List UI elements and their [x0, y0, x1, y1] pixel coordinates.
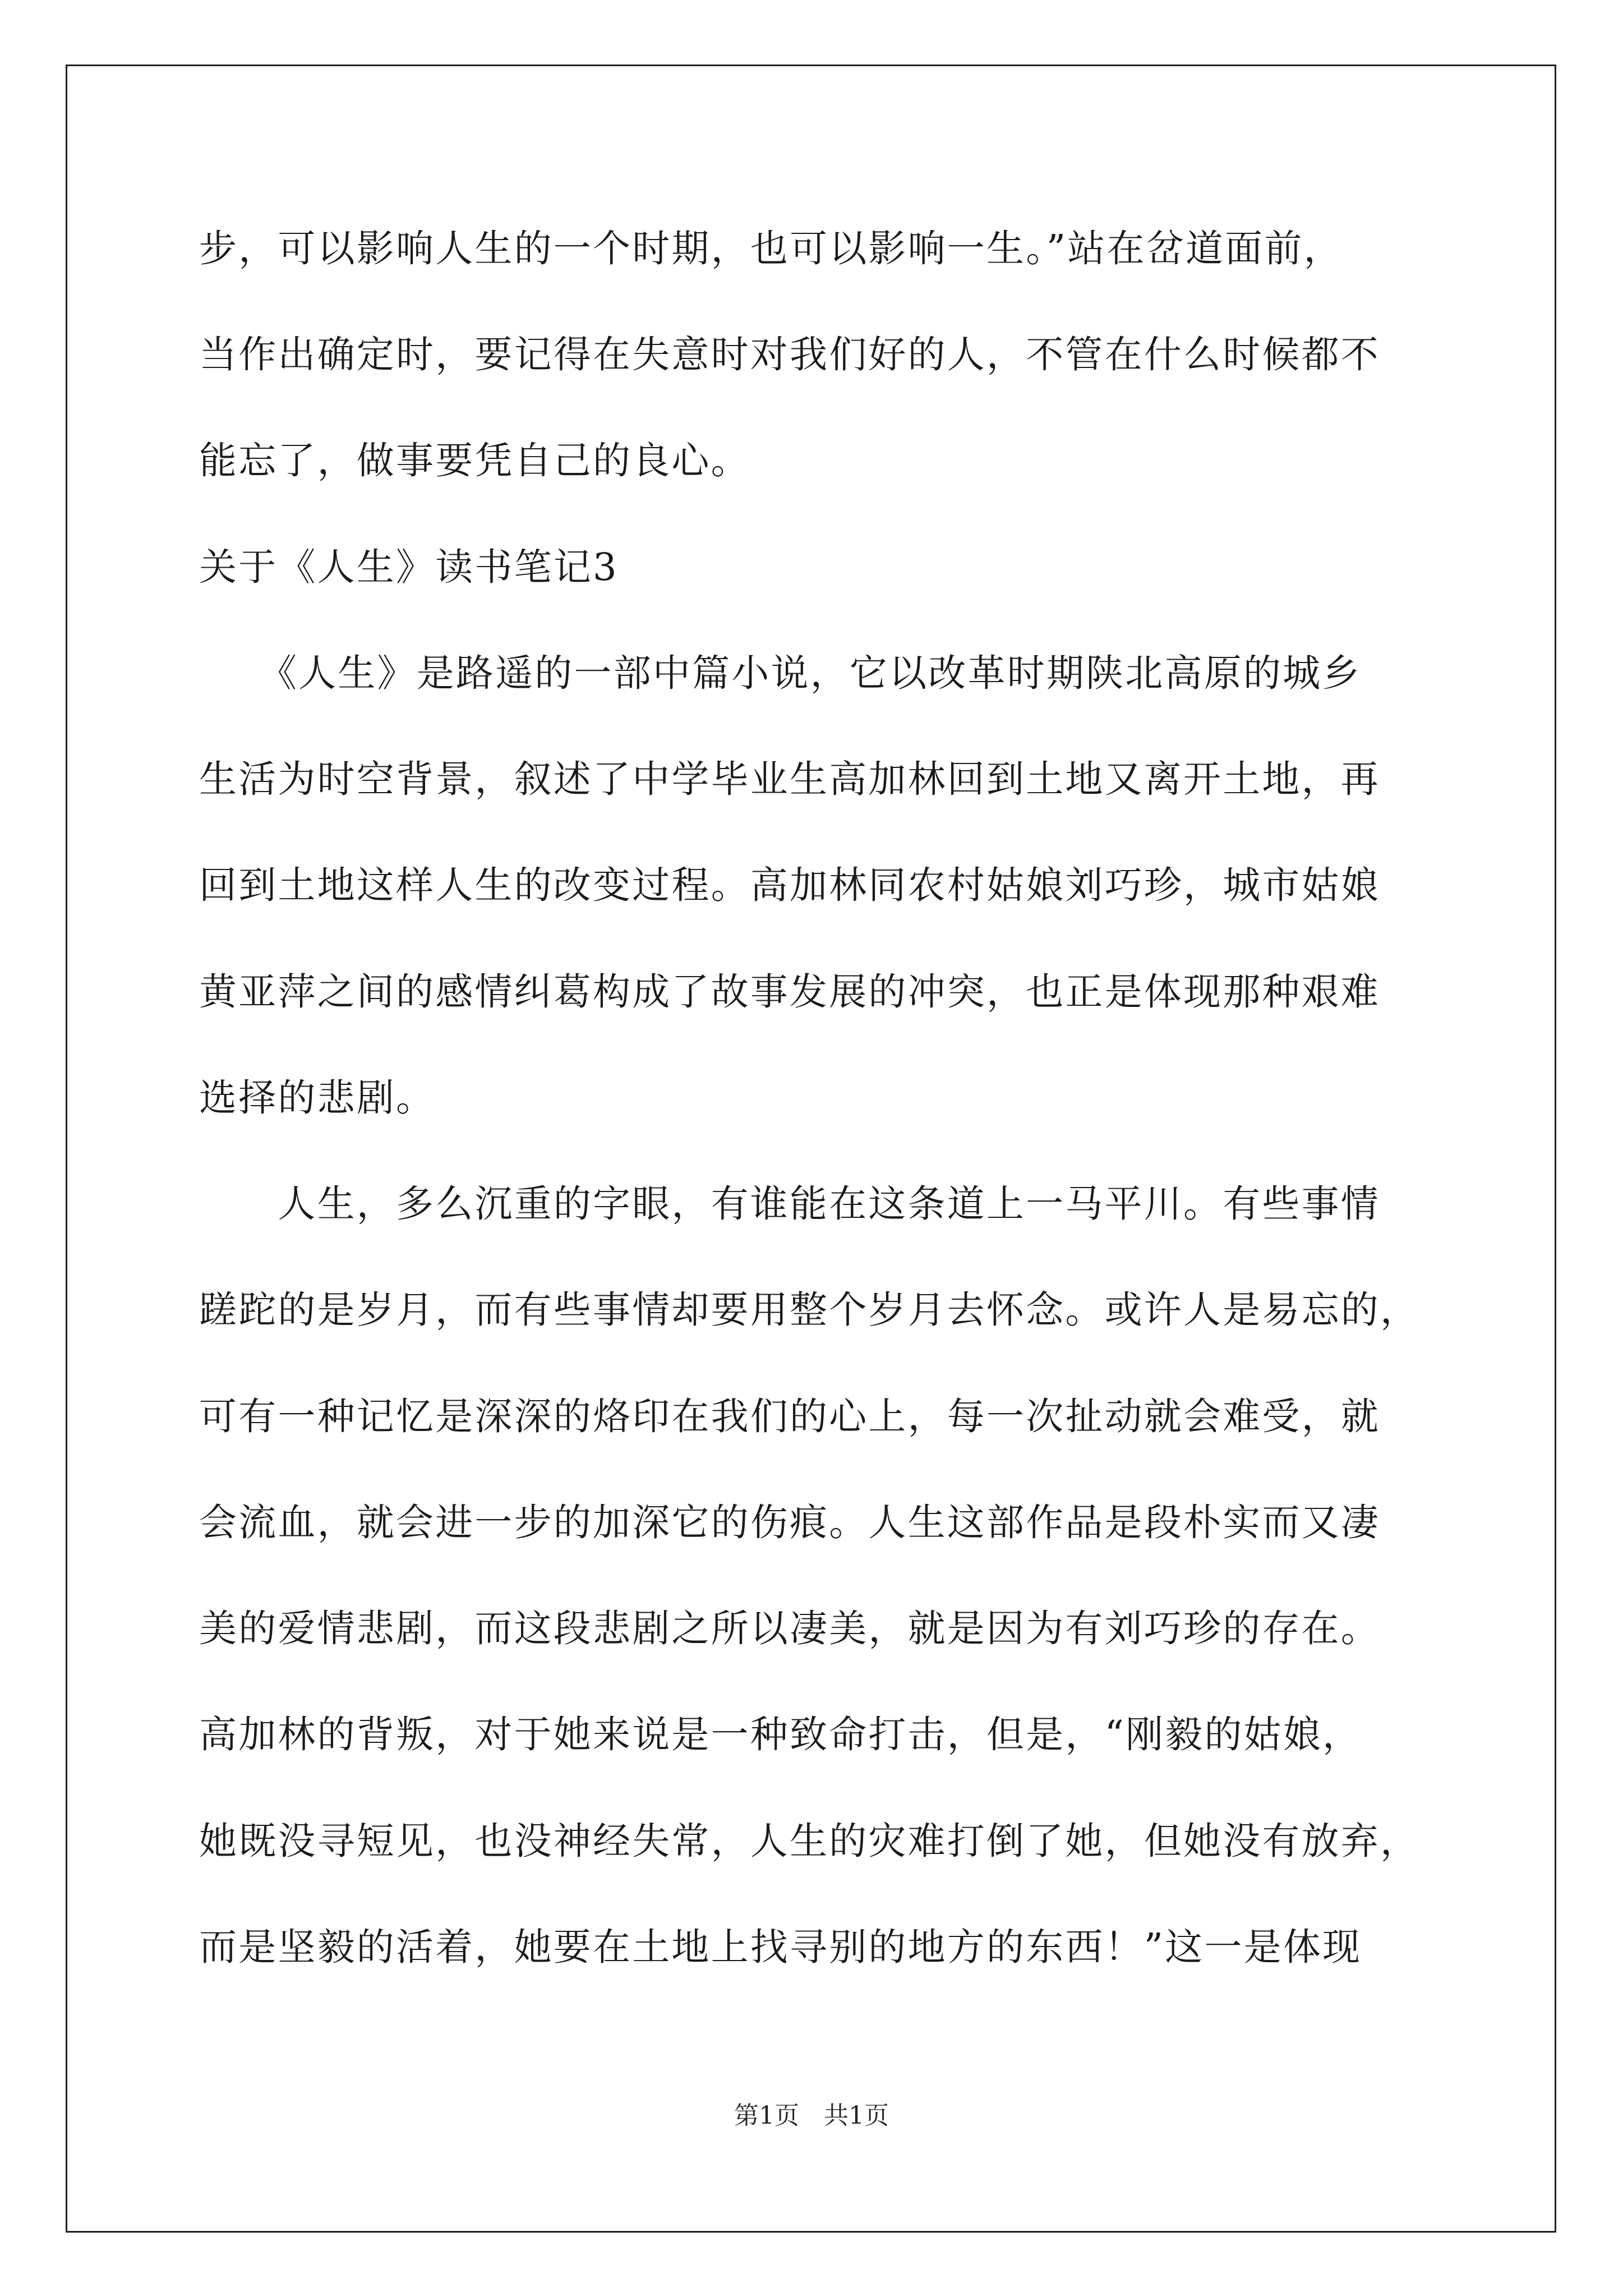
text-line: 高加林的背叛，对于她来说是一种致命打击，但是，“刚毅的姑娘， — [199, 1713, 1362, 1756]
text-line: 选择的悲剧。 — [199, 1076, 436, 1120]
text-line: 人生，多么沉重的字眼，有谁能在这条道上一马平川。有些事情 — [199, 1182, 1380, 1226]
text-line: 生活为时空背景，叙述了中学毕业生高加林回到土地又离开土地，再 — [199, 757, 1380, 801]
text-line: 回到土地这样人生的改变过程。高加林同农村姑娘刘巧珍，城市姑娘 — [199, 863, 1380, 907]
text-line: 当作出确定时，要记得在失意时对我们好的人，不管在什么时候都不 — [199, 333, 1380, 376]
page-footer: 第1页 共1页 — [734, 2101, 889, 2130]
text-line: 会流血，就会进一步的加深它的伤痕。人生这部作品是段朴实而又凄 — [199, 1501, 1380, 1544]
text-line: 美的爱情悲剧，而这段悲剧之所以凄美，就是因为有刘巧珍的存在。 — [199, 1607, 1380, 1650]
text-line: 步，可以影响人生的一个时期，也可以影响一生。”站在岔道面前， — [199, 227, 1343, 270]
text-line: 《人生》是路遥的一部中篇小说，它以改革时期陕北高原的城乡 — [199, 651, 1362, 695]
section-heading: 关于《人生》读书笔记3 — [199, 545, 619, 589]
text-line: 黄亚萍之间的感情纠葛构成了故事发展的冲突，也正是体现那种艰难 — [199, 970, 1380, 1014]
text-line: 能忘了，做事要凭自己的良心。 — [199, 439, 750, 482]
text-line: 可有一种记忆是深深的烙印在我们的心上，每一次扯动就会难受，就 — [199, 1395, 1380, 1438]
text-line: 她既没寻短见，也没神经失常，人生的灾难打倒了她，但她没有放弃， — [199, 1819, 1420, 1863]
page-border — [66, 65, 1556, 2233]
text-line: 蹉跎的是岁月，而有些事情却要用整个岁月去怀念。或许人是易忘的， — [199, 1288, 1420, 1332]
text-line: 而是坚毅的活着，她要在土地上找寻别的地方的东西！”这一是体现 — [199, 1925, 1362, 1969]
